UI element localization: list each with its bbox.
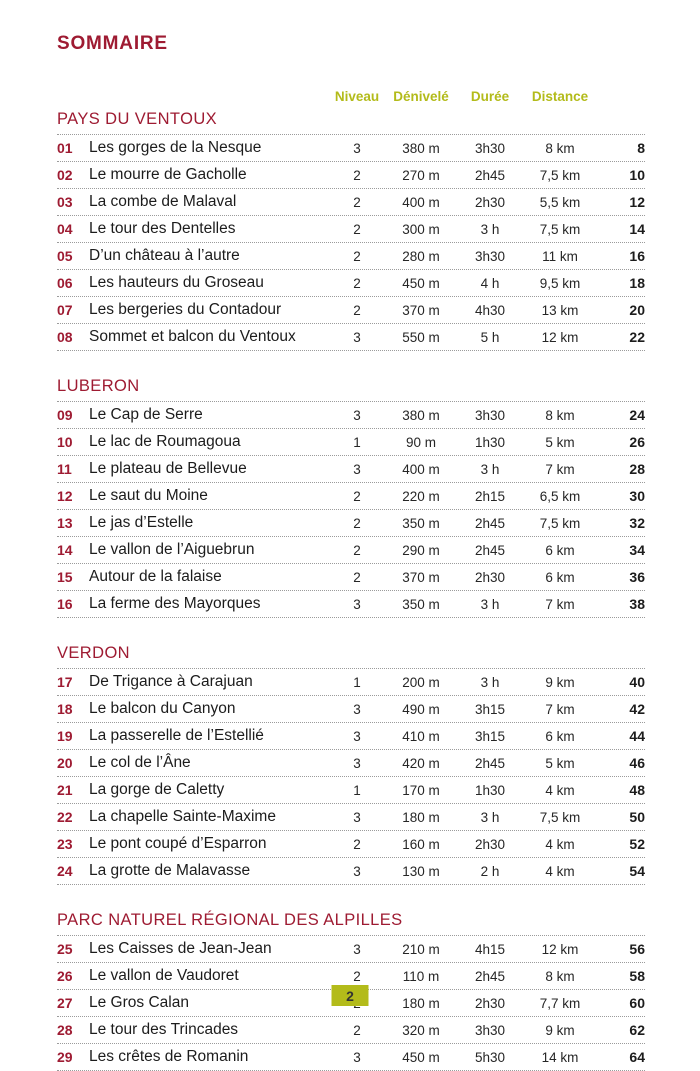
route-title: Le saut du Moine	[89, 487, 208, 504]
route-number: 01	[57, 140, 73, 156]
distance-value: 7 km	[545, 701, 575, 717]
route-title: La passerelle de l’Estellié	[89, 727, 264, 744]
table-row	[57, 669, 645, 696]
denivele-value: 420 m	[402, 755, 440, 771]
niveau-value: 2	[353, 275, 361, 291]
niveau-value: 2	[353, 167, 361, 183]
table-row	[57, 723, 645, 750]
duree-value: 3h30	[474, 407, 506, 423]
route-title: Les gorges de la Nesque	[89, 139, 262, 156]
duree-value: 2h45	[474, 167, 506, 183]
niveau-value: 2	[353, 248, 361, 264]
duree-value: 3h30	[474, 1022, 506, 1038]
section-title: VERDON	[57, 642, 645, 669]
page-number: 10	[629, 167, 645, 183]
route-title: Le mourre de Gacholle	[89, 166, 247, 183]
niveau-value: 2	[353, 515, 361, 531]
route-number: 12	[57, 488, 73, 504]
niveau-value: 3	[353, 728, 361, 744]
denivele-value: 130 m	[402, 863, 440, 879]
duree-value: 2h15	[474, 488, 506, 504]
niveau-value: 3	[353, 863, 361, 879]
denivele-value: 450 m	[402, 275, 440, 291]
route-title: Le jas d’Estelle	[89, 514, 194, 531]
denivele-value: 270 m	[402, 167, 440, 183]
toc-section	[57, 375, 645, 618]
table-row	[57, 324, 645, 351]
route-number: 29	[57, 1049, 73, 1065]
table-row	[57, 804, 645, 831]
niveau-value: 3	[353, 809, 361, 825]
column-header-distance: Distance	[531, 89, 589, 104]
duree-value: 2h30	[474, 836, 506, 852]
column-headers	[57, 89, 645, 106]
route-title: Le Gros Calan	[89, 994, 189, 1011]
column-header-niveau: Niveau	[334, 89, 380, 104]
niveau-value: 3	[353, 140, 361, 156]
duree-value: 3 h	[480, 809, 500, 825]
route-number: 26	[57, 968, 73, 984]
niveau-value: 1	[353, 782, 361, 798]
route-number: 19	[57, 728, 73, 744]
route-number: 08	[57, 329, 73, 345]
denivele-value: 400 m	[402, 461, 440, 477]
niveau-value: 1	[353, 674, 361, 690]
page-number: 18	[629, 275, 645, 291]
niveau-value: 2	[353, 221, 361, 237]
page-number: 64	[629, 1049, 645, 1065]
niveau-value: 2	[353, 569, 361, 585]
niveau-value: 1	[353, 434, 361, 450]
duree-value: 2h45	[474, 542, 506, 558]
route-title: D’un château à l’autre	[89, 247, 240, 264]
sections	[57, 108, 645, 1071]
denivele-value: 490 m	[402, 701, 440, 717]
table-row	[57, 270, 645, 297]
denivele-value: 550 m	[402, 329, 440, 345]
route-number: 09	[57, 407, 73, 423]
route-title: Les bergeries du Contadour	[89, 301, 282, 318]
niveau-value: 3	[353, 407, 361, 423]
niveau-value: 3	[353, 329, 361, 345]
distance-value: 9 km	[545, 1022, 575, 1038]
duree-value: 5h30	[474, 1049, 506, 1065]
route-number: 18	[57, 701, 73, 717]
niveau-value: 3	[353, 461, 361, 477]
table-row	[57, 429, 645, 456]
duree-value: 1h30	[474, 782, 506, 798]
denivele-value: 90 m	[405, 434, 436, 450]
denivele-value: 180 m	[402, 995, 440, 1011]
page-number: 62	[629, 1022, 645, 1038]
page-number: 26	[629, 434, 645, 450]
page-number: 32	[629, 515, 645, 531]
denivele-value: 370 m	[402, 569, 440, 585]
distance-value: 7 km	[545, 461, 575, 477]
table-row	[57, 1044, 645, 1071]
page-number: 58	[629, 968, 645, 984]
distance-value: 11 km	[542, 248, 578, 264]
duree-value: 3h30	[474, 248, 506, 264]
page-number: 54	[629, 863, 645, 879]
route-number: 28	[57, 1022, 73, 1038]
distance-value: 7 km	[545, 596, 575, 612]
duree-value: 1h30	[474, 434, 506, 450]
niveau-value: 2	[353, 968, 361, 984]
table-row	[57, 510, 645, 537]
route-title: Les Caisses de Jean-Jean	[89, 940, 272, 957]
table-row	[57, 750, 645, 777]
distance-value: 8 km	[545, 140, 575, 156]
denivele-value: 280 m	[402, 248, 440, 264]
duree-value: 3h30	[474, 140, 506, 156]
denivele-value: 380 m	[402, 140, 440, 156]
route-title: La combe de Malaval	[89, 193, 237, 210]
route-number: 11	[57, 461, 72, 477]
distance-value: 14 km	[541, 1049, 579, 1065]
denivele-value: 200 m	[402, 674, 440, 690]
distance-value: 7,5 km	[539, 809, 581, 825]
page-number: 44	[629, 728, 645, 744]
column-header-denivele: Dénivelé	[393, 89, 449, 104]
duree-value: 2h30	[474, 995, 506, 1011]
denivele-value: 160 m	[402, 836, 440, 852]
footer-page-number: 2	[332, 985, 369, 1006]
section-title: PAYS DU VENTOUX	[57, 108, 645, 135]
duree-value: 5 h	[480, 329, 500, 345]
distance-value: 6 km	[545, 728, 575, 744]
table-row	[57, 831, 645, 858]
denivele-value: 290 m	[402, 542, 440, 558]
denivele-value: 380 m	[402, 407, 440, 423]
niveau-value: 2	[353, 194, 361, 210]
duree-value: 3 h	[480, 221, 500, 237]
section-title: PARC NATUREL RÉGIONAL DES ALPILLES	[57, 909, 645, 936]
route-title: La gorge de Caletty	[89, 781, 225, 798]
duree-value: 2h45	[474, 968, 506, 984]
duree-value: 3h15	[474, 728, 506, 744]
niveau-value: 3	[353, 596, 361, 612]
duree-value: 4h30	[474, 302, 506, 318]
distance-value: 9 km	[545, 674, 575, 690]
page-number: 60	[629, 995, 645, 1011]
table-row	[57, 1017, 645, 1044]
duree-value: 2 h	[480, 863, 500, 879]
page-number: 52	[629, 836, 645, 852]
route-title: Le plateau de Bellevue	[89, 460, 247, 477]
route-number: 25	[57, 941, 73, 957]
niveau-value: 3	[353, 941, 361, 957]
page-number: 30	[629, 488, 645, 504]
duree-value: 2h45	[474, 515, 506, 531]
distance-value: 4 km	[545, 863, 575, 879]
page-number: 56	[629, 941, 645, 957]
page-number: 14	[629, 221, 645, 237]
table-row	[57, 135, 645, 162]
distance-value: 5 km	[545, 755, 575, 771]
route-number: 02	[57, 167, 73, 183]
table-row	[57, 216, 645, 243]
page-number: 42	[629, 701, 645, 717]
route-number: 24	[57, 863, 73, 879]
denivele-value: 350 m	[402, 596, 440, 612]
distance-value: 8 km	[545, 407, 575, 423]
route-title: La ferme des Mayorques	[89, 595, 261, 612]
route-title: Le Cap de Serre	[89, 406, 203, 423]
distance-value: 9,5 km	[539, 275, 581, 291]
route-number: 14	[57, 542, 73, 558]
distance-value: 6 km	[545, 542, 575, 558]
denivele-value: 320 m	[402, 1022, 440, 1038]
route-number: 17	[57, 674, 73, 690]
route-title: Le tour des Trincades	[89, 1021, 239, 1038]
table-row	[57, 591, 645, 618]
denivele-value: 370 m	[402, 302, 440, 318]
route-number: 23	[57, 836, 73, 852]
distance-value: 6,5 km	[539, 488, 581, 504]
table-row	[57, 936, 645, 963]
distance-value: 6 km	[545, 569, 575, 585]
column-header-duree: Durée	[470, 89, 510, 104]
route-number: 22	[57, 809, 73, 825]
niveau-value: 2	[353, 542, 361, 558]
table-row	[57, 402, 645, 429]
route-number: 16	[57, 596, 73, 612]
denivele-value: 210 m	[402, 941, 440, 957]
duree-value: 4 h	[480, 275, 500, 291]
denivele-value: 450 m	[402, 1049, 440, 1065]
denivele-value: 410 m	[402, 728, 440, 744]
route-title: Le col de l’Âne	[89, 754, 191, 771]
route-title: Le vallon de l’Aiguebrun	[89, 541, 255, 558]
distance-value: 7,5 km	[539, 221, 581, 237]
distance-value: 7,7 km	[539, 995, 581, 1011]
niveau-value: 2	[353, 1022, 361, 1038]
page-number: 40	[629, 674, 645, 690]
niveau-value: 2	[353, 836, 361, 852]
route-number: 04	[57, 221, 73, 237]
niveau-value: 3	[353, 1049, 361, 1065]
niveau-value: 3	[353, 701, 361, 717]
denivele-value: 400 m	[402, 194, 440, 210]
page-number: 22	[629, 329, 645, 345]
toc-section	[57, 108, 645, 351]
page-number: 46	[629, 755, 645, 771]
route-title: La chapelle Sainte-Maxime	[89, 808, 276, 825]
page-number: 20	[629, 302, 645, 318]
route-title: Le balcon du Canyon	[89, 700, 236, 717]
duree-value: 3 h	[480, 461, 500, 477]
duree-value: 3 h	[480, 596, 500, 612]
route-title: Les crêtes de Romanin	[89, 1048, 249, 1065]
page-number: 24	[629, 407, 645, 423]
page-number: 12	[629, 194, 645, 210]
duree-value: 3 h	[480, 674, 500, 690]
table-row	[57, 189, 645, 216]
distance-value: 12 km	[541, 329, 579, 345]
denivele-value: 170 m	[402, 782, 440, 798]
denivele-value: 220 m	[402, 488, 440, 504]
route-title: Le vallon de Vaudoret	[89, 967, 239, 984]
page-number: 36	[629, 569, 645, 585]
duree-value: 3h15	[474, 701, 506, 717]
route-number: 27	[57, 995, 73, 1011]
distance-value: 5 km	[545, 434, 575, 450]
niveau-value: 2	[353, 488, 361, 504]
route-number: 20	[57, 755, 73, 771]
distance-value: 12 km	[541, 941, 579, 957]
page-number: 38	[629, 596, 645, 612]
table-row	[57, 162, 645, 189]
page-number: 28	[629, 461, 645, 477]
route-title: Sommet et balcon du Ventoux	[89, 328, 296, 345]
section-title: LUBERON	[57, 375, 645, 402]
page-number: 50	[629, 809, 645, 825]
table-row	[57, 564, 645, 591]
route-number: 21	[57, 782, 73, 798]
distance-value: 5,5 km	[539, 194, 581, 210]
duree-value: 2h30	[474, 194, 506, 210]
toc-section	[57, 642, 645, 885]
denivele-value: 110 m	[402, 968, 440, 984]
niveau-value: 3	[353, 755, 361, 771]
route-title: Le tour des Dentelles	[89, 220, 236, 237]
route-title: Le pont coupé d’Esparron	[89, 835, 267, 852]
route-title: De Trigance à Carajuan	[89, 673, 253, 690]
table-row	[57, 456, 645, 483]
distance-value: 7,5 km	[539, 167, 581, 183]
table-row	[57, 297, 645, 324]
route-number: 10	[57, 434, 73, 450]
denivele-value: 350 m	[402, 515, 440, 531]
route-title: Les hauteurs du Groseau	[89, 274, 264, 291]
table-row	[57, 696, 645, 723]
table-row	[57, 537, 645, 564]
route-title: Le lac de Roumagoua	[89, 433, 241, 450]
table-row	[57, 777, 645, 804]
page-number: 34	[629, 542, 645, 558]
table-row	[57, 858, 645, 885]
table-row	[57, 243, 645, 270]
route-number: 05	[57, 248, 73, 264]
page-number: 48	[629, 782, 645, 798]
route-number: 15	[57, 569, 73, 585]
distance-value: 13 km	[541, 302, 579, 318]
distance-value: 4 km	[545, 836, 575, 852]
table-row	[57, 483, 645, 510]
niveau-value: 2	[353, 302, 361, 318]
duree-value: 4h15	[474, 941, 506, 957]
route-title: Autour de la falaise	[89, 568, 222, 585]
denivele-value: 180 m	[402, 809, 440, 825]
page-number: 8	[637, 140, 645, 156]
route-number: 13	[57, 515, 73, 531]
distance-value: 4 km	[545, 782, 575, 798]
page-title: SOMMAIRE	[57, 33, 168, 54]
page-number: 16	[629, 248, 645, 264]
route-number: 06	[57, 275, 73, 291]
duree-value: 2h30	[474, 569, 506, 585]
route-title: La grotte de Malavasse	[89, 862, 251, 879]
route-number: 03	[57, 194, 73, 210]
duree-value: 2h45	[474, 755, 506, 771]
distance-value: 7,5 km	[539, 515, 581, 531]
distance-value: 8 km	[545, 968, 575, 984]
route-number: 07	[57, 302, 73, 318]
denivele-value: 300 m	[402, 221, 440, 237]
